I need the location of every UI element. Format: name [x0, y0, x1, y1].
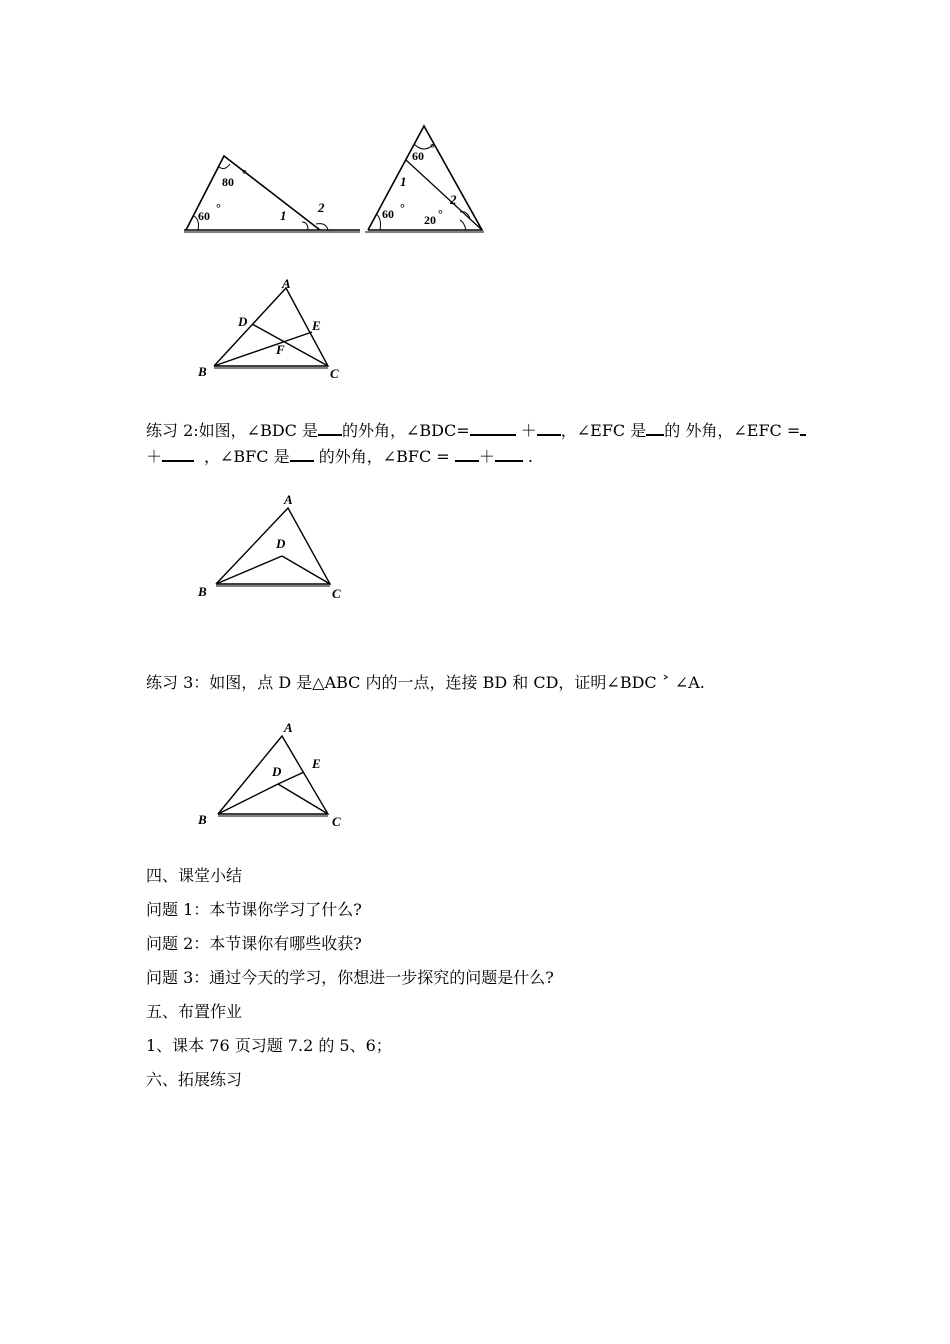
- fig3-label-a: A: [284, 492, 293, 507]
- ex2-blank-8: [455, 446, 479, 462]
- fig1-left-1: 1: [280, 208, 287, 223]
- fig2-label-a: A: [282, 276, 291, 291]
- fig1-right-20: 20: [424, 213, 436, 227]
- fig2-label-f: F: [276, 342, 285, 357]
- ex2-l1-p4: ，∠EFC 是: [560, 421, 647, 440]
- ex2-l2-p1: ＋: [146, 447, 163, 466]
- ex2-l1-p1: 练习 2:如图，∠BDC 是: [146, 421, 318, 440]
- svg-text:°: °: [242, 167, 247, 181]
- figure-triangle-abc-d: [190, 486, 360, 602]
- fig3-label-b: B: [198, 584, 207, 599]
- ex2-blank-4: [646, 420, 664, 436]
- svg-text:°: °: [430, 141, 435, 155]
- fig4-label-b: B: [198, 812, 207, 827]
- summary-question-1: 问题 1：本节课你学习了什么?: [146, 900, 362, 919]
- ex2-l1-p3: ＋: [515, 421, 537, 440]
- fig1-left-80: 80: [222, 175, 234, 189]
- ex2-l2-p4: ＋: [478, 447, 495, 466]
- fig4-label-d: D: [272, 764, 282, 779]
- ex2-blank-9: [495, 446, 523, 462]
- figure-triangle-abc-def: [190, 272, 360, 384]
- summary-heading: 四、课堂小结: [146, 866, 243, 885]
- fig3-label-d: D: [276, 536, 286, 551]
- exercise-3: 练习 3：如图，点 D 是△ABC 内的一点，连接 BD 和 CD，证明∠BDC ˃ ∠A.: [146, 673, 705, 692]
- ex2-l1-p5: 的 外角，∠EFC =: [664, 421, 801, 440]
- fig1-right-60: 60: [382, 207, 394, 221]
- ex2-blank-6: [162, 446, 194, 462]
- svg-text:°: °: [400, 201, 405, 215]
- ex2-blank-3: [537, 420, 561, 436]
- ex2-l2-p5: .: [522, 447, 533, 466]
- ex2-l1-p2: 的外角，∠BDC=: [341, 421, 470, 440]
- fig1-right-2: 2: [450, 192, 457, 207]
- fig1-left-2: 2: [318, 200, 325, 215]
- fig4-label-e: E: [312, 756, 321, 771]
- exercise-2-line-1: [146, 420, 806, 441]
- svg-text:°: °: [438, 207, 443, 221]
- homework-heading: 五、布置作业: [146, 1002, 243, 1021]
- exercise-2-line-2: [146, 446, 533, 467]
- ex2-l2-p3: 的外角，∠BFC =: [313, 447, 455, 466]
- summary-question-3: 问题 3：通过今天的学习，你想进一步探究的问题是什么?: [146, 968, 554, 987]
- fig2-label-c: C: [330, 366, 339, 381]
- fig1-right-60-top: 60: [412, 149, 424, 163]
- ex2-blank-2: [470, 420, 516, 436]
- figure-angles-triangles: [180, 120, 490, 240]
- fig3-label-c: C: [332, 586, 341, 601]
- ex2-blank-1: [318, 420, 342, 436]
- fig4-label-a: A: [284, 720, 293, 735]
- fig1-right-1: 1: [400, 174, 407, 189]
- fig2-label-b: B: [198, 364, 207, 379]
- summary-question-2: 问题 2：本节课你有哪些收获?: [146, 934, 362, 953]
- figure-triangle-abc-de: [190, 712, 360, 830]
- fig4-label-c: C: [332, 814, 341, 829]
- homework-item-1: 1、课本 76 页习题 7.2 的 5、6；: [146, 1036, 392, 1055]
- svg-text:°: °: [216, 201, 221, 215]
- fig1-left-60: 60: [198, 209, 210, 223]
- extension-heading: 六、拓展练习: [146, 1070, 243, 1089]
- ex2-blank-5: [800, 420, 806, 436]
- fig2-label-e: E: [312, 318, 321, 333]
- ex2-blank-7: [290, 446, 314, 462]
- fig2-label-d: D: [238, 314, 248, 329]
- ex2-l2-p2: ，∠BFC 是: [204, 447, 290, 466]
